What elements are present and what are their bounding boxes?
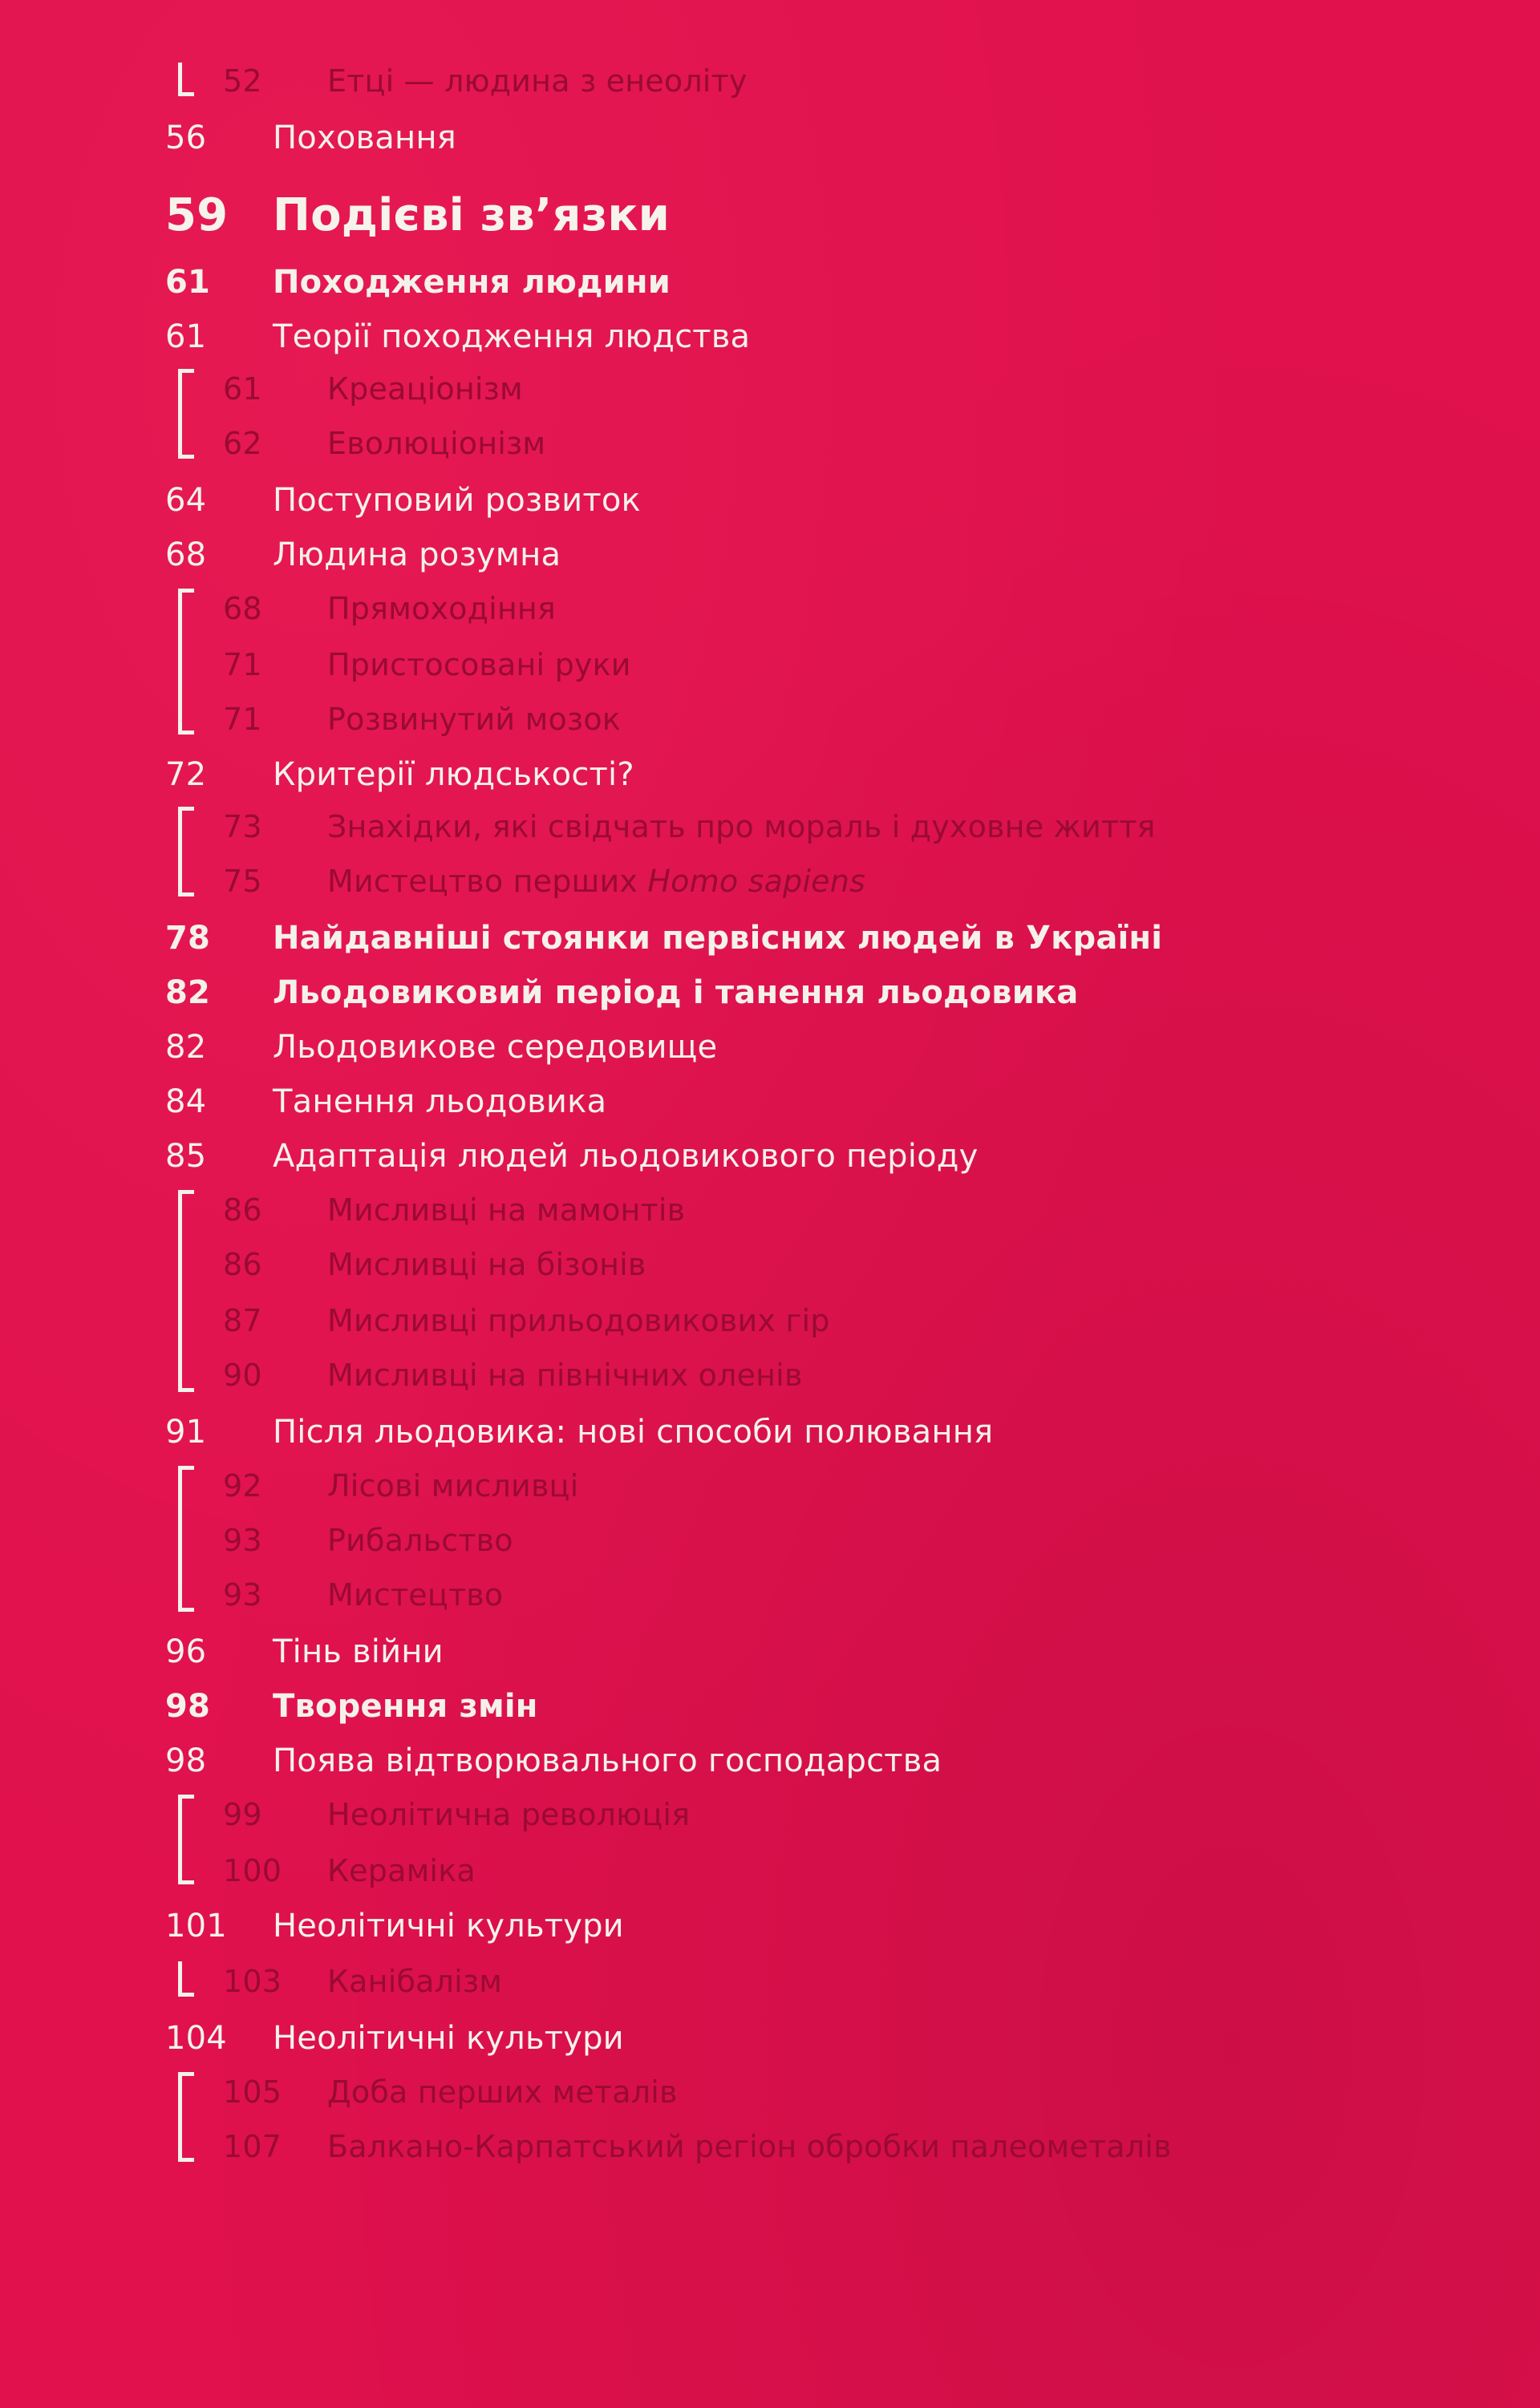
subsection-bracket <box>178 1190 193 1392</box>
entry-title <box>327 863 865 900</box>
entry-title: Людина розумна <box>273 536 561 573</box>
entry-title: Творення змін <box>273 1688 538 1725</box>
page-number: 56 <box>165 119 207 156</box>
page-number: 86 <box>223 1247 262 1282</box>
page-number: 107 <box>223 2129 282 2164</box>
subsection-bracket <box>178 1466 193 1612</box>
subsection-bracket <box>178 369 193 459</box>
page-number: 71 <box>223 702 262 737</box>
entry-title: Доба перших металів <box>327 2074 678 2110</box>
page-number: 96 <box>165 1633 207 1670</box>
entry-title: Льодовиковий період і танення льодовика <box>273 974 1079 1011</box>
entry-title: Неолітичні культури <box>273 2020 624 2057</box>
entry-title: Поява відтворювального господарства <box>273 1742 942 1779</box>
entry-title: Мисливці прильодовикових гір <box>327 1303 830 1338</box>
entry-title: Тінь війни <box>273 1633 444 1670</box>
subsection-bracket <box>178 589 193 735</box>
page-number: 61 <box>165 264 211 301</box>
entry-title: Льодовикове середовище <box>273 1029 718 1066</box>
entry-title: Креаціонізм <box>327 371 523 407</box>
entry-title: Мисливці на мамонтів <box>327 1192 686 1228</box>
entry-title: Розвинутий мозок <box>327 702 621 737</box>
page-number: 98 <box>165 1742 207 1779</box>
page-number: 103 <box>223 1964 282 1999</box>
entry-title: Лісові мисливці <box>327 1468 579 1503</box>
page-number: 64 <box>165 482 207 519</box>
entry-title: Найдавніші стоянки первісних людей в Україні <box>273 920 1163 957</box>
entry-title-text: Мистецтво перших <box>327 864 648 899</box>
page-number: 100 <box>223 1853 282 1888</box>
page-number: 99 <box>223 1797 262 1832</box>
page-number: 105 <box>223 2074 282 2110</box>
page-number: 101 <box>165 1908 227 1945</box>
entry-title: Знахідки, які свідчать про мораль і духовне життя <box>327 809 1156 844</box>
page-number: 61 <box>165 318 207 355</box>
page-number: 68 <box>165 536 207 573</box>
entry-title: Мисливці на бізонів <box>327 1247 646 1282</box>
page-number: 71 <box>223 647 262 682</box>
entry-title: Поступовий розвиток <box>273 482 641 519</box>
subsection-bracket <box>178 63 193 96</box>
entry-title: Неолітичні культури <box>273 1908 624 1945</box>
subsection-bracket <box>178 1961 193 1997</box>
entry-title: Прямоходіння <box>327 591 556 626</box>
page-number: 104 <box>165 2020 227 2057</box>
entry-title: Поховання <box>273 119 456 156</box>
entry-title: Мистецтво <box>327 1577 504 1613</box>
entry-title: Неолітична революція <box>327 1797 691 1832</box>
page-number: 59 <box>165 189 229 241</box>
subsection-bracket <box>178 2072 193 2162</box>
page-number: 92 <box>223 1468 262 1503</box>
entry-title-italic: Homo sapiens <box>647 864 865 899</box>
page-number: 68 <box>223 591 262 626</box>
page-number: 85 <box>165 1138 207 1175</box>
chapter-title: Подієві зв’язки <box>273 189 671 241</box>
page-number: 91 <box>165 1414 207 1451</box>
page-number: 98 <box>165 1688 211 1725</box>
page-number: 62 <box>223 426 262 461</box>
entry-title: Канібалізм <box>327 1964 503 1999</box>
entry-title: Еволюціонізм <box>327 426 546 461</box>
page-number: 87 <box>223 1303 262 1338</box>
entry-title: Критерії людськості? <box>273 756 634 793</box>
entry-title: Теорії походження людства <box>273 318 751 355</box>
entry-title: Адаптація людей льодовикового періоду <box>273 1138 979 1175</box>
page-number: 75 <box>223 864 262 899</box>
subsection-bracket <box>178 807 193 896</box>
entry-title: Мисливці на північних оленів <box>327 1358 803 1393</box>
page-number: 61 <box>223 371 262 407</box>
entry-title: Рибальство <box>327 1523 513 1558</box>
entry-title: Походження людини <box>273 264 671 301</box>
page-number: 82 <box>165 974 211 1011</box>
page-number: 82 <box>165 1029 207 1066</box>
entry-title: Етці — людина з енеоліту <box>327 63 748 99</box>
entry-title: Після льодовика: нові способи полювання <box>273 1414 994 1451</box>
page-number: 78 <box>165 920 211 957</box>
page-number: 72 <box>165 756 207 793</box>
entry-title: Пристосовані руки <box>327 647 631 682</box>
page-number: 90 <box>223 1358 262 1393</box>
page-number: 93 <box>223 1523 262 1558</box>
entry-title: Балкано-Карпатський регіон обробки палеометалів <box>327 2129 1172 2164</box>
page-number: 93 <box>223 1577 262 1613</box>
entry-title: Кераміка <box>327 1853 476 1888</box>
subsection-bracket <box>178 1795 193 1884</box>
entry-title: Танення льодовика <box>273 1083 607 1120</box>
page-number: 86 <box>223 1192 262 1228</box>
page-number: 73 <box>223 809 262 844</box>
page-number: 52 <box>223 63 262 99</box>
page-number: 84 <box>165 1083 207 1120</box>
